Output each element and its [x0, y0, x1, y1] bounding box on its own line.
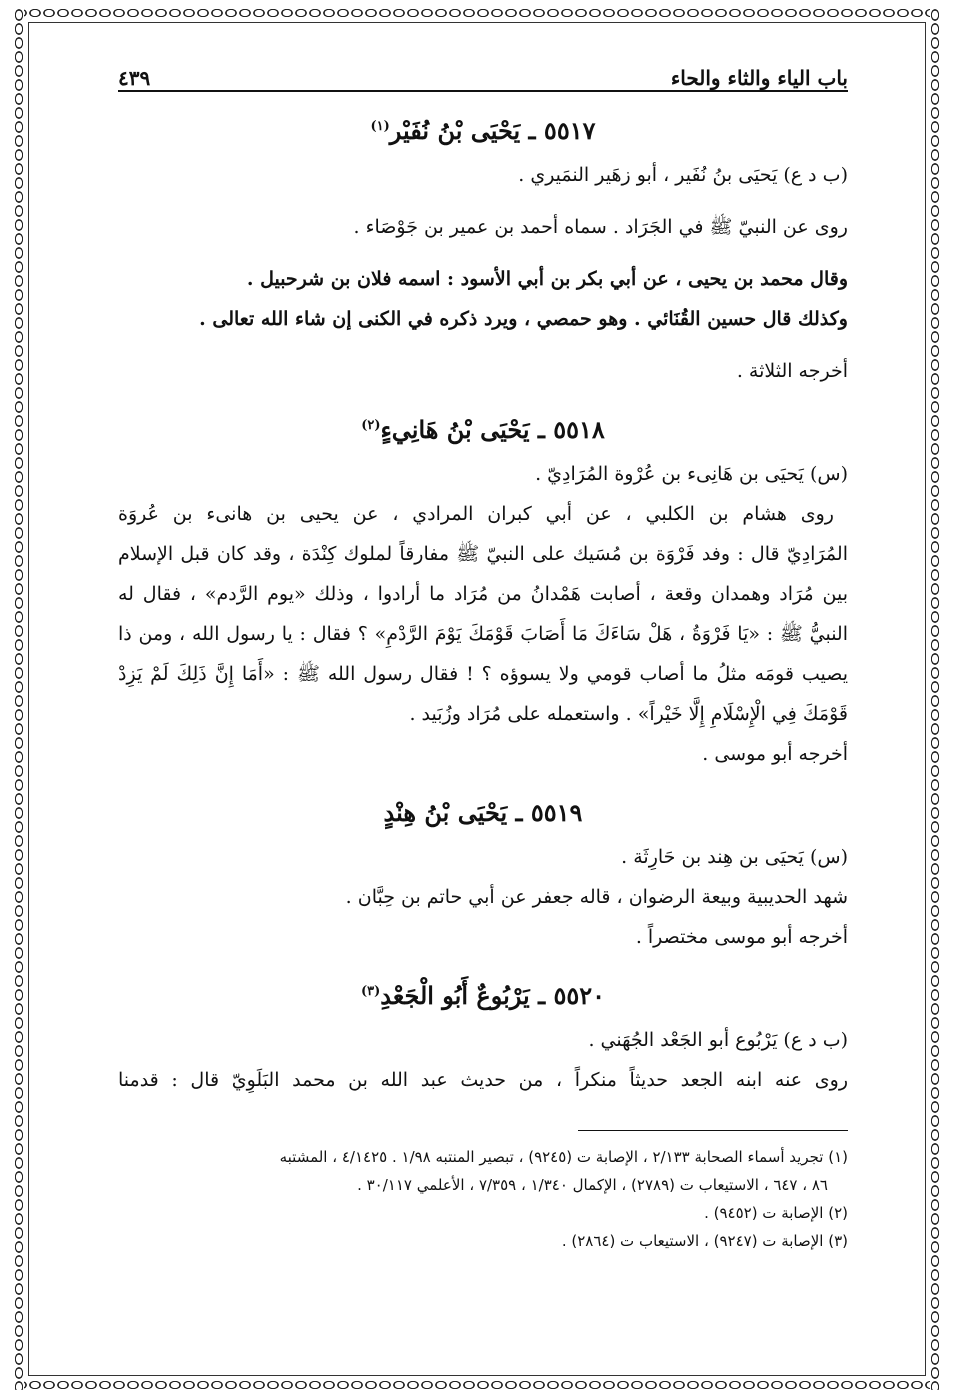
- ornamental-border-right: [930, 8, 940, 1390]
- entry-line: أخرجه الثلاثة .: [736, 360, 848, 382]
- entry-line: (س) يَحيَى بن هِند بن حَارِثَة .: [621, 846, 848, 868]
- footnote: ٨٦ ، ٦٤٧ ، الاستيعاب ت (٢٧٨٩) ، الإكمال ١/٣٤٠ ، ٧/٣٥٩ ، الأعلمي ٣٠/١١٧ .: [357, 1176, 828, 1194]
- entry-line: روى عن النبيّ ﷺ في الجَرَاد . سماه أحمد بن عمير بن جَوْصَاء .: [353, 216, 848, 238]
- entry-line: النبيُّ ﷺ : «يَا فَرْوَةُ ، هَلْ سَاءَكَ مَا أَصَابَ قَوْمَكَ يَوْمَ الرَّدْمِ» ؟ فقال : يا رسول الله ، ومن ذا: [118, 623, 848, 645]
- entry-title: ٥٥١٩ ـ يَحْيَى بْنُ هِنْدٍ: [383, 798, 583, 827]
- entry-title: ٥٥٢٠ ـ يَرْبُوعٌ أَبُو الْجَعْدِ: [380, 981, 606, 1010]
- entry-title: ٥٥١٨ ـ يَحْيَى بْنُ هَانِيءٍ: [380, 415, 605, 444]
- entry-line: روى هشام بن الكلبي ، عن أبي كبران المرادي ، عن يحيى بن هانىء بن عُروَة: [118, 503, 834, 525]
- footnote-marker: (٣): [360, 984, 381, 999]
- footnote-marker: (١): [370, 119, 390, 134]
- ornamental-border-top: [14, 8, 940, 18]
- footnote: (٣) الإصابة ت (٩٢٤٧) ، الاستيعاب ت (٢٨٦٤) .: [561, 1232, 848, 1250]
- entry-line: (ب د ع) يَرْبُوع أبو الجَعْد الجُهَني .: [588, 1029, 848, 1051]
- entry-5518: [118, 415, 848, 774]
- footnote-marker: (٢): [361, 418, 381, 433]
- entry-5517: [118, 116, 848, 391]
- entry-5519: [118, 798, 848, 957]
- entry-line: شهد الحديبية وبيعة الرضوان ، قاله جعفر عن أبي حاتم بن حِبَّان .: [345, 886, 848, 908]
- entry-heading: [118, 981, 848, 1010]
- entry-heading: [118, 415, 848, 444]
- ornamental-border-bottom: [14, 1380, 940, 1390]
- entry-5520: [118, 981, 848, 1100]
- entry-line: قَوْمَكَ فِي الْإِسْلَامِ إِلَّا خَيْراً» . واستعمله على مُرَاد وزُبَيد .: [409, 703, 848, 725]
- page-number: ٤٣٩: [118, 66, 151, 90]
- entry-line: بين مُرَاد وهمدان وقعة ، أصابت هَمْدانُ من مُرَاد ما أرادوا ، وذلك «يوم الرَّدم» ، فقال له: [118, 583, 848, 605]
- entry-line: أخرجه أبو موسى .: [702, 743, 848, 765]
- entry-line: أخرجه أبو موسى مختصراً .: [635, 926, 848, 948]
- ornamental-border-left: [14, 8, 24, 1390]
- footnote: (١) تجريد أسماء الصحابة ٢/١٣٣ ، الإصابة ت (٩٢٤٥) ، تبصير المنتبه ١/٩٨ . ٤/١٤٢٥ ، المشتبه: [279, 1148, 848, 1166]
- entry-line: (ب د ع) يَحيَى بنُ نُفَير ، أبو زهَير النمَيري .: [518, 164, 848, 186]
- entry-heading: [118, 798, 848, 827]
- chapter-title: باب الياء والثاء والحاء: [670, 66, 848, 90]
- footnotes: [118, 1143, 848, 1255]
- entry-line: (س) يَحيَى بن هَانِىء بن عُرْوة المُرَادِيّ .: [535, 463, 848, 485]
- entry-line: روى عنه ابنه الجعد حديثاً منكراً ، من حديث عبد الله بن محمد البَلَوِيّ قال : قدمنا: [118, 1069, 848, 1091]
- entry-line: وكذلك قال حسين القُنَائي . وهو حمصي ، ويرد ذكره في الكنى إن شاء الله تعالى .: [199, 308, 848, 330]
- page-content: [118, 56, 848, 1255]
- entry-line: وقال محمد بن يحيى ، عن أبي بكر بن أبي الأسود : اسمه فلان بن شرحبيل .: [246, 268, 848, 290]
- running-header: [118, 56, 848, 92]
- entry-line: يصيب قومَه مثلُ ما أصاب قومي ولا يسوؤه ؟ ! فقال رسول الله ﷺ : «أَمَا إِنَّ ذَلِكَ لَمْ يَزِدْ: [118, 663, 848, 685]
- entry-line: المُرَادِيّ قال : وفد فَرْوَة بن مُسَيك على النبيّ ﷺ مفارقاً لملوك كِنْدَة ، وقد كان قبل الإسلام: [118, 543, 848, 565]
- entry-heading: [118, 116, 848, 145]
- footnote: (٢) الإصابة ت (٩٤٥٢) .: [704, 1204, 848, 1222]
- entry-title: ٥٥١٧ ـ يَحْيَى بْنُ نُفَيْر: [389, 116, 596, 145]
- footnote-separator: [578, 1130, 848, 1131]
